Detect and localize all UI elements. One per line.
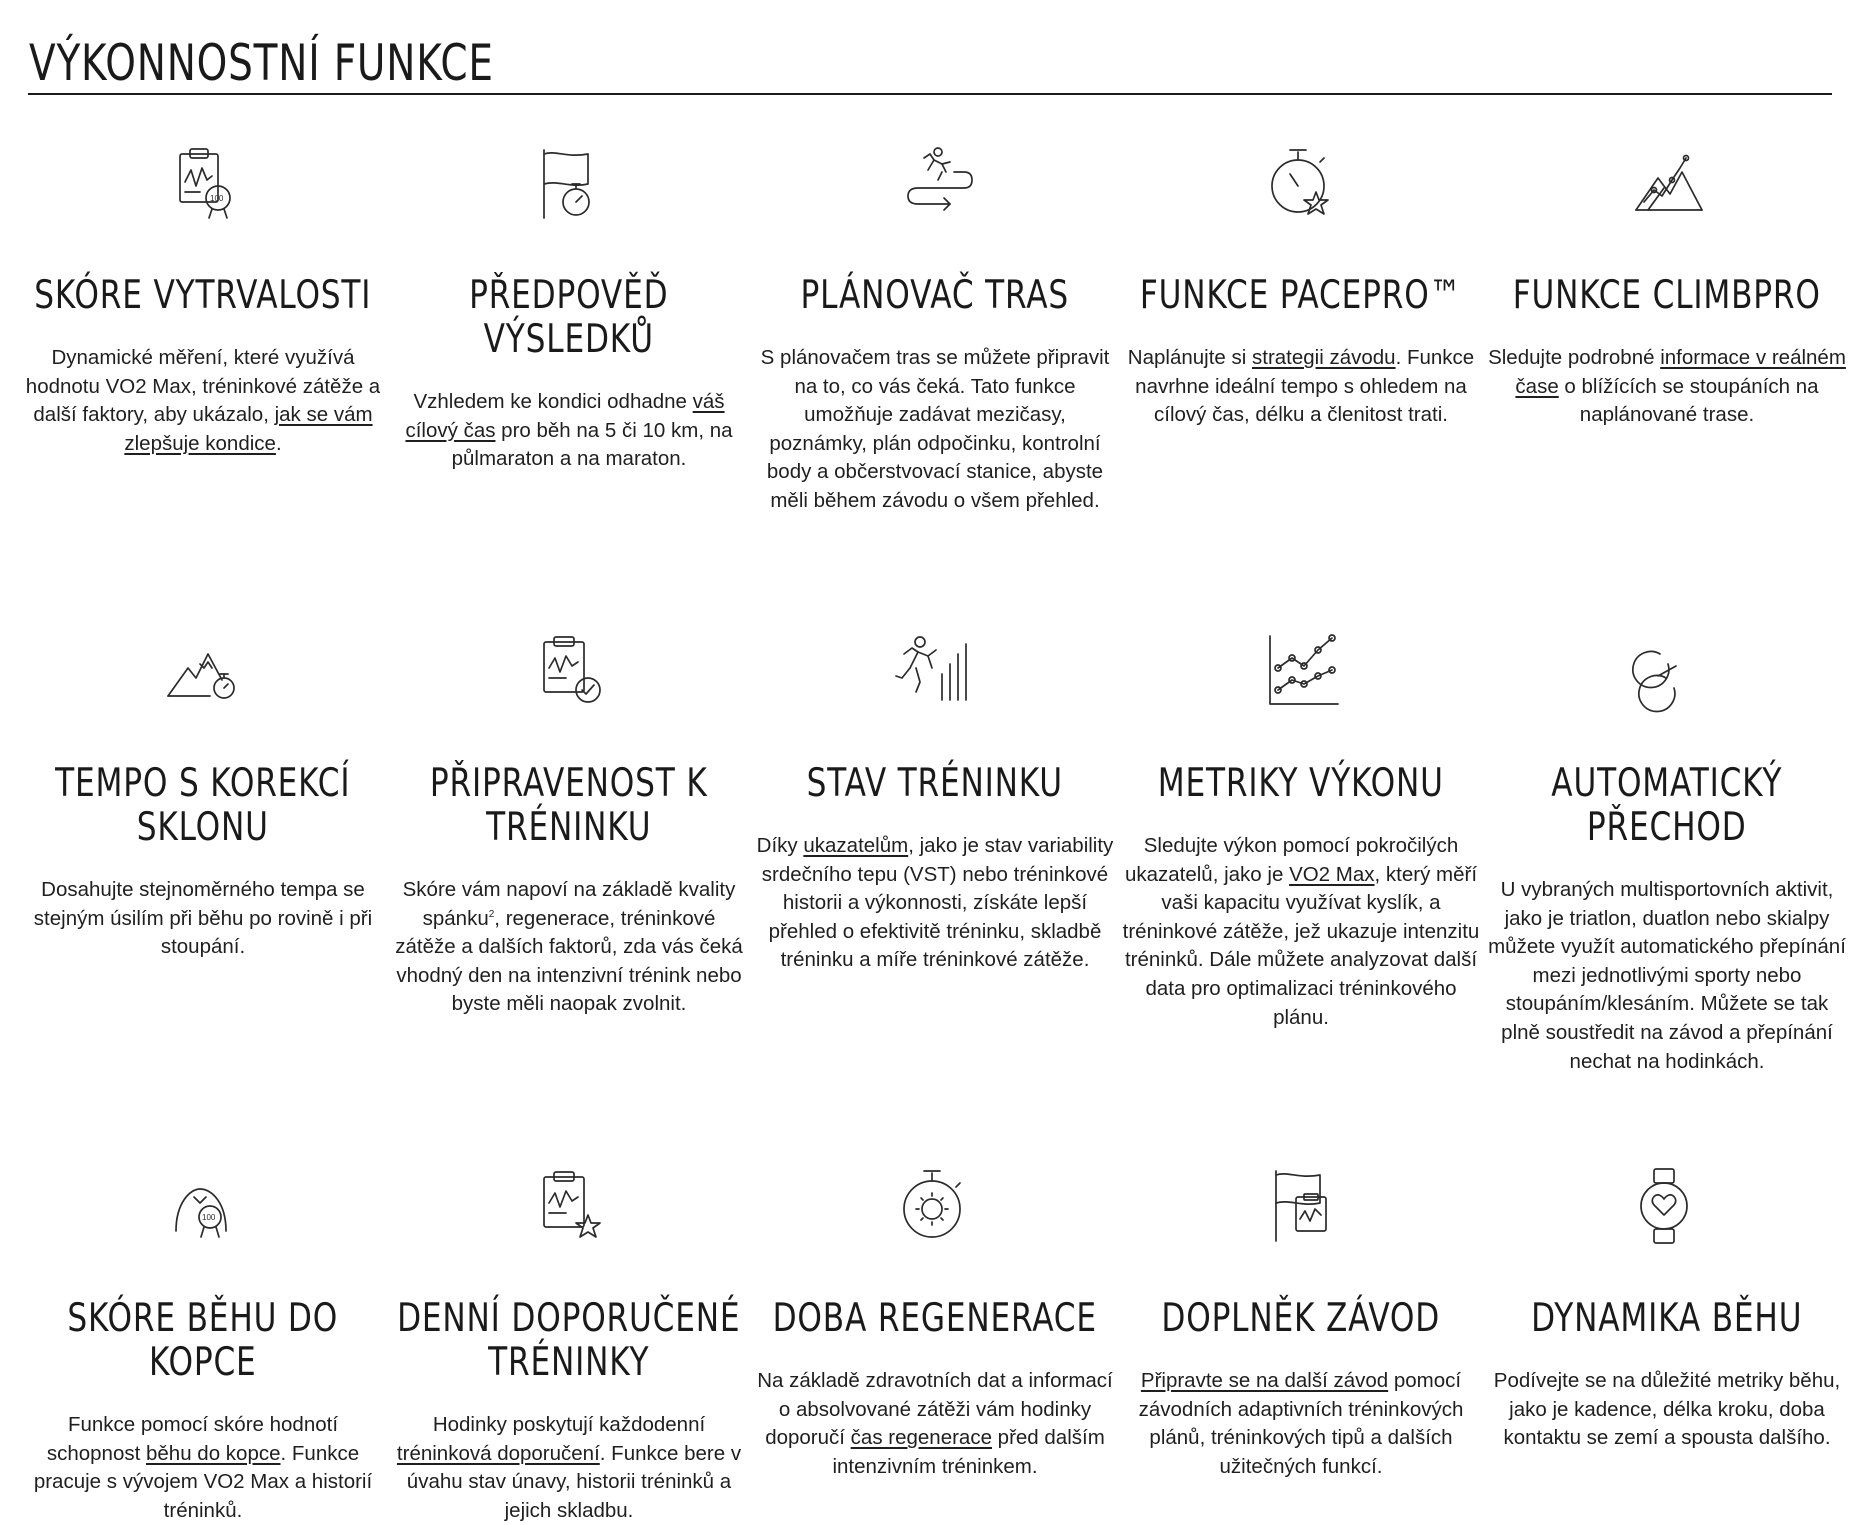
description-text: Vzhledem ke kondici odhadne (413, 390, 693, 413)
feature-link[interactable]: VO2 Max (1289, 862, 1375, 886)
feature-description (756, 344, 1114, 516)
description-text: Sledujte podrobné (1488, 346, 1661, 369)
description-text: před dalším intenzivním tréninkem. (832, 1426, 1105, 1478)
svg-text:100: 100 (210, 194, 224, 203)
description-text: , regenerace, tréninkové zátěže a dalších faktorů, zda vás čeká vhodný den na intenzivní trénink nebo byste měli naopak zvolnit. (395, 906, 743, 1016)
feature-description (1488, 876, 1846, 1076)
description-text: Dosahujte stejnoměrného tempa se stejným úsilím při běhu po rovině i při stoupání. (33, 878, 373, 959)
feature-title: DOPLNĚK ZÁVOD (1161, 1296, 1441, 1341)
mountain-climb-icon (1624, 140, 1710, 226)
feature-description (1488, 1367, 1846, 1453)
feature-description (756, 832, 1114, 975)
feature-grid (20, 130, 1850, 1522)
feature-title: DYNAMIKA BĚHU (1531, 1296, 1803, 1341)
feature-link[interactable]: jak se vám zlepšuje kondice (124, 403, 373, 455)
description-text: . (275, 431, 282, 455)
feature-title: METRIKY VÝKONU (1158, 761, 1444, 806)
description-text: pro běh na 5 či 10 km, na půlmaraton a na maraton. (451, 418, 733, 471)
feature-card-stav-treninku (752, 618, 1118, 1153)
feature-card-funkce-climbpro (1484, 130, 1850, 618)
page-title: VÝKONNOSTNÍ FUNKCE (29, 34, 494, 92)
title-divider (28, 93, 1832, 95)
feature-card-planovac-tras (752, 130, 1118, 618)
description-text: . Funkce bere v úvahu stav únavy, historii tréninků a jejich skladbu. (406, 1441, 742, 1522)
description-text: . Funkce navrhne ideální tempo s ohledem na cílový čas, délku a členitost trati. (1135, 346, 1475, 427)
description-text: Díky (756, 834, 804, 857)
feature-description (24, 1411, 382, 1525)
description-text: Hodinky poskytují každodenní (432, 1413, 706, 1436)
feature-title: DOBA REGENERACE (772, 1296, 1098, 1341)
feature-title: PŘEDPOVĚĎ VÝSLEDKŮ (469, 273, 669, 362)
description-text: o blížících se stoupáních na naplánované trase. (1558, 374, 1819, 427)
feature-title: FUNKCE PACEPRO™ (1140, 273, 1462, 318)
feature-description (1122, 344, 1480, 430)
description-text: U vybraných multisportovních aktivit, jako je triatlon, duatlon nebo skialpy můžete využít automatického přepínání mezi jednotlivými sporty nebo stoupáním/klesáním. Můžete se tak plně soustředit na závod a přepínání nechat na hodinkách. (1488, 878, 1846, 1073)
clipboard-check-icon (526, 628, 612, 714)
hill-score-icon (160, 1163, 246, 1249)
feature-title: STAV TRÉNINKU (806, 761, 1064, 806)
feature-card-pripravenost-k-treninku (386, 618, 752, 1153)
feature-card-tempo-s-korekci-sklonu (20, 618, 386, 1153)
flag-clipboard-icon (1258, 1163, 1344, 1249)
description-text: Podívejte se na důležité metriky běhu, jako je kadence, délka kroku, doba kontaktu se zemí a spousta dalšího. (1493, 1369, 1841, 1450)
feature-link[interactable]: ukazatelům (803, 834, 909, 857)
feature-description (24, 344, 382, 458)
description-text: Funkce pomocí skóre hodnotí schopnost (46, 1413, 339, 1465)
description-text: pomocí závodních adaptivních tréninkových plánů, tréninkových tipů a dalších užitečných funkcí. (1138, 1369, 1464, 1478)
feature-card-metriky-vykonu (1118, 618, 1484, 1153)
feature-description (1488, 344, 1846, 430)
footnote-marker: 2 (488, 908, 495, 920)
feature-link[interactable]: Připravte se na další závod (1140, 1369, 1389, 1392)
feature-link[interactable]: tréninková doporučení (396, 1441, 600, 1465)
feature-title: PŘIPRAVENOST K TRÉNINKU (430, 761, 708, 850)
description-text: Dynamické měření, které využívá hodnotu VO2 Max, tréninkové zátěže a další faktory, aby ukázalo, (25, 346, 381, 427)
description-text: Skóre vám napoví na základě kvality spánku (402, 878, 736, 930)
description-text: , který měří vaši kapacitu využívat kyslík, a tréninkové zátěže, jež ukazuje intenzitu tréninků. Dále můžete analyzovat další data pro optimalizaci tréninkového plánu. (1122, 862, 1480, 1029)
line-chart-icon (1258, 628, 1344, 714)
description-text: Sledujte výkon pomocí pokročilých ukazatelů, jako je (1124, 834, 1459, 886)
runner-route-icon (892, 140, 978, 226)
feature-card-skore-behu-do-kopce (20, 1153, 386, 1522)
feature-description (24, 876, 382, 962)
feature-title: TEMPO S KOREKCÍ SKLONU (55, 761, 351, 850)
feature-title: SKÓRE BĚHU DO KOPCE (67, 1296, 339, 1385)
description-text: Na základě zdravotních dat a informací o absolvované zátěži vám hodinky doporučí (757, 1369, 1113, 1450)
flag-stopwatch-icon (526, 140, 612, 226)
feature-title: AUTOMATICKÝ PŘECHOD (1551, 761, 1783, 850)
feature-link[interactable]: informace v reálném čase (1515, 346, 1846, 398)
description-text: . Funkce pracuje s vývojem VO2 Max a historií tréninků. (33, 1441, 373, 1522)
feature-title: SKÓRE VYTRVALOSTI (34, 273, 372, 318)
feature-card-dynamika-behu (1484, 1153, 1850, 1513)
feature-description (1122, 832, 1480, 1032)
feature-card-funkce-pacepro (1118, 130, 1484, 618)
feature-title: PLÁNOVAČ TRAS (800, 273, 1070, 318)
description-text: , jako je stav variability srdečního tepu (VST) nebo tréninkové historii a výkonnosti, získáte lepší přehled o efektivitě tréninku, skladbě tréninku a míře tréninkové zátěže. (761, 834, 1114, 972)
feature-link[interactable]: čas regenerace (850, 1426, 992, 1450)
feature-card-skore-vytrvalosti (20, 130, 386, 618)
description-text: S plánovačem tras se můžete připravit na to, co vás čeká. Tato funkce umožňuje zadávat mezičasy, poznámky, plán odpočinku, kontrolní body a občerstvovací stanice, abyste měli během závodu o všem přehled. (760, 346, 1110, 512)
feature-link[interactable]: váš cílový čas (405, 390, 725, 442)
watch-heart-icon (1624, 1163, 1710, 1249)
stopwatch-star-icon (1258, 140, 1344, 226)
feature-description (1122, 1367, 1480, 1481)
clipboard-star-icon (526, 1163, 612, 1249)
mountain-stopwatch-icon (160, 628, 246, 714)
feature-card-denni-doporucene-treninky (386, 1153, 752, 1522)
recovery-timer-icon (892, 1163, 978, 1249)
feature-card-doplnek-zavod (1118, 1153, 1484, 1513)
feature-card-automaticky-prechod (1484, 618, 1850, 1153)
runner-bars-icon (892, 628, 978, 714)
feature-description (756, 1367, 1114, 1481)
feature-card-doba-regenerace (752, 1153, 1118, 1513)
linked-rings-icon (1624, 628, 1710, 714)
feature-link[interactable]: běhu do kopce (146, 1441, 281, 1465)
feature-description (390, 1411, 748, 1525)
description-text: Naplánujte si (1127, 346, 1252, 369)
feature-title: FUNKCE CLIMBPRO (1512, 273, 1822, 318)
feature-description (390, 876, 748, 1019)
clipboard-score-icon (160, 140, 246, 226)
feature-title: DENNÍ DOPORUČENÉ TRÉNINKY (397, 1296, 741, 1385)
svg-text:100: 100 (202, 1213, 216, 1222)
feature-description (390, 388, 748, 474)
feature-card-predpoved-vysledku (386, 130, 752, 618)
feature-link[interactable]: strategii závodu (1252, 346, 1396, 369)
